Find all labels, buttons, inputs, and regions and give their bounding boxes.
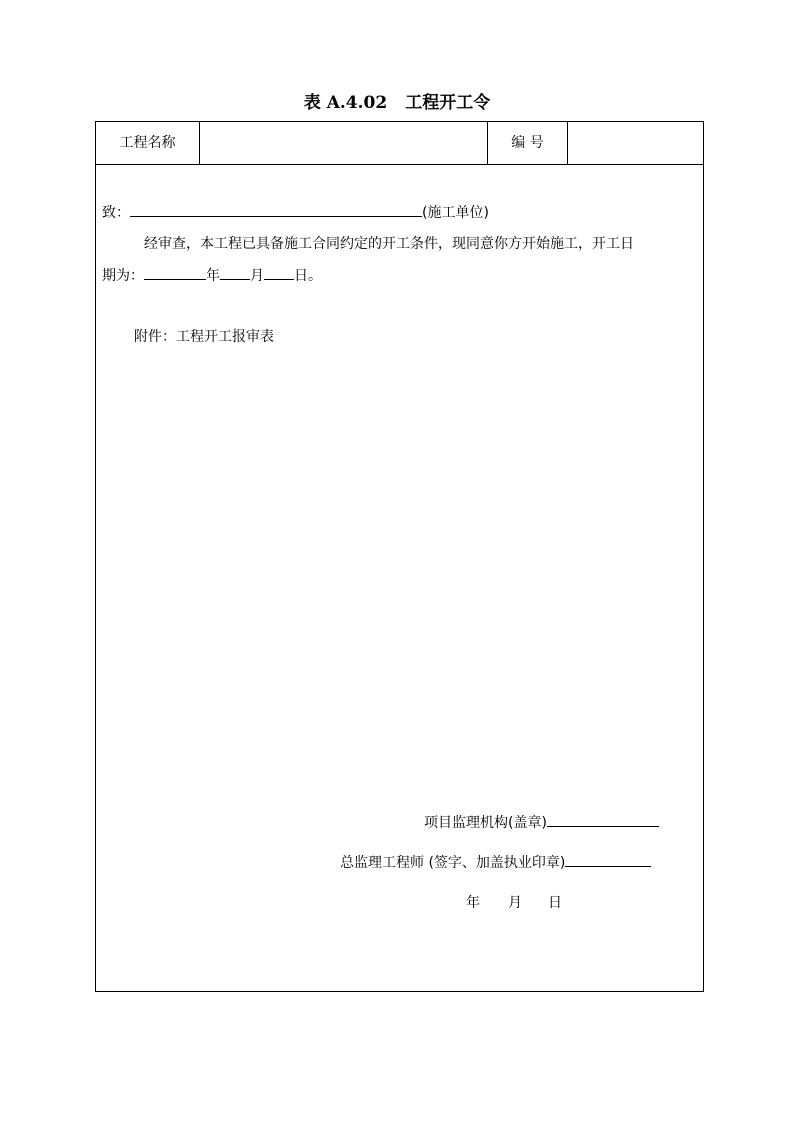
to-label: 致： <box>102 205 130 221</box>
chief-sign-label: 总监理工程师 (签字、加盖执业印章) <box>340 855 566 871</box>
number-label: 编 号 <box>488 122 568 164</box>
project-name-label: 工程名称 <box>96 122 200 164</box>
start-day-blank[interactable] <box>264 265 294 280</box>
form-name: 工程开工令 <box>405 93 491 113</box>
year-char: 年 <box>206 268 220 284</box>
project-name-field[interactable] <box>200 122 488 164</box>
approval-paragraph-line1: 经审查，本工程已具备施工合同约定的开工条件，现同意你方开始施工，开工日 <box>144 236 634 252</box>
approval-paragraph-line2 <box>102 265 322 286</box>
sign-date-line <box>466 893 562 913</box>
org-seal-label: 项目监理机构(盖章) <box>424 815 547 831</box>
form-title <box>0 88 794 113</box>
chief-engineer-line <box>340 852 651 873</box>
attachment-line: 附件：工程开工报审表 <box>134 329 274 345</box>
start-year-blank[interactable] <box>144 265 206 280</box>
to-unit-label: (施工单位) <box>422 205 489 221</box>
recipient-blank[interactable] <box>130 202 422 217</box>
start-month-blank[interactable] <box>220 265 250 280</box>
sign-day: 日 <box>548 895 562 911</box>
sign-month: 月 <box>508 895 522 911</box>
recipient-line <box>102 202 489 223</box>
date-prefix: 期为： <box>102 268 144 284</box>
chief-sign-blank[interactable] <box>565 852 651 867</box>
form-header-row <box>96 122 703 165</box>
work-start-order-form <box>95 121 704 992</box>
org-seal-line <box>424 812 659 833</box>
day-char: 日。 <box>294 268 322 284</box>
org-seal-blank[interactable] <box>547 812 659 827</box>
form-code: 表 A.4.02 <box>303 93 388 113</box>
number-field[interactable] <box>568 122 703 164</box>
sign-year: 年 <box>466 895 480 911</box>
month-char: 月 <box>250 268 264 284</box>
